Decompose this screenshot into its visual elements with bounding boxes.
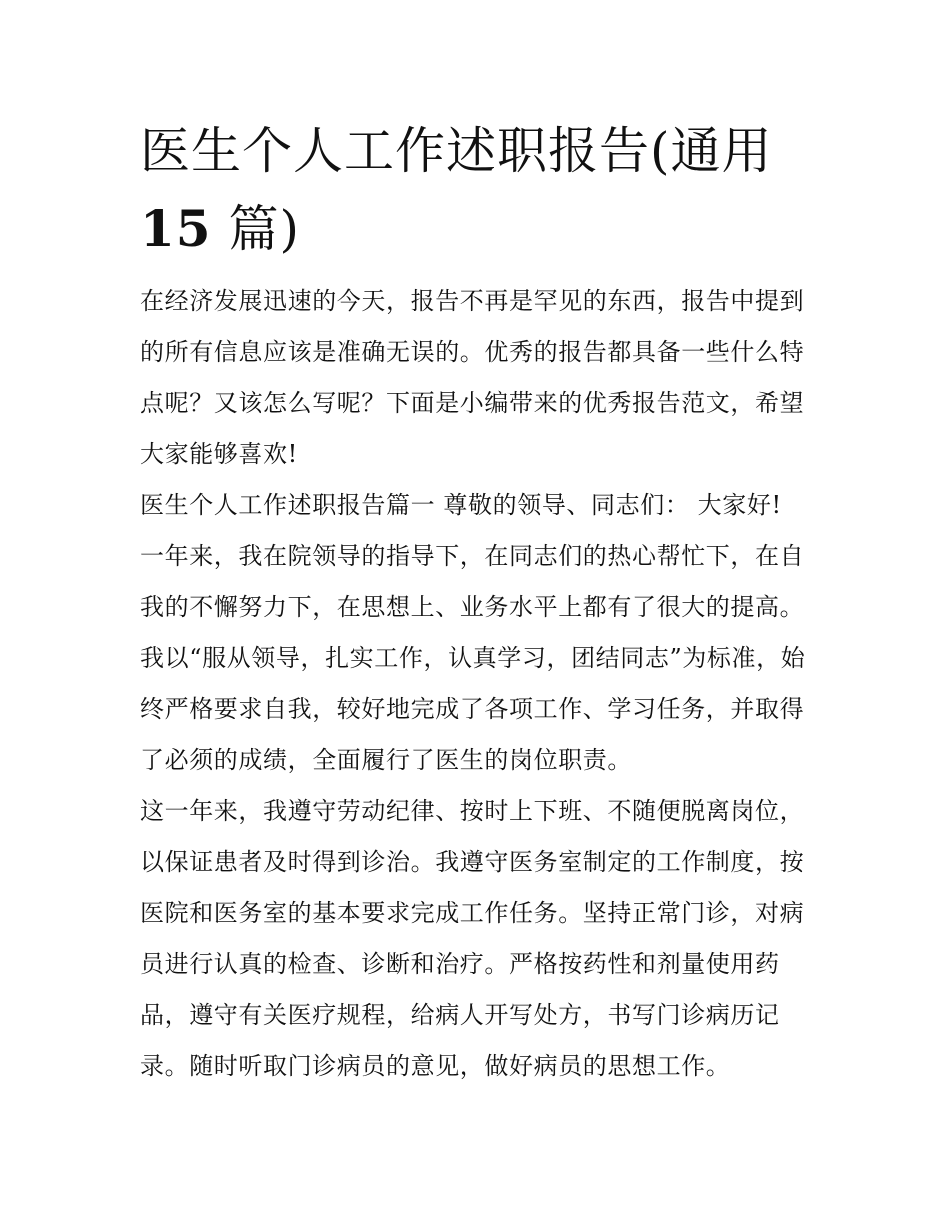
text-line: 的所有信息应该是准确无误的。优秀的报告都具备一些什么特 (140, 338, 805, 366)
text-line: 在经济发展迅速的今天，报告不再是罕见的东西，报告中提到 (140, 287, 805, 315)
title-line-1: 医生个人工作述职报告(通用 (140, 122, 773, 180)
text-line: 医院和医务室的基本要求完成工作任务。坚持正常门诊，对病 (140, 899, 805, 927)
text-line: 我以“服从领导，扎实工作，认真学习，团结同志”为标准，始 (140, 644, 806, 672)
text-line: 一年来，我在院领导的指导下，在同志们的热心帮忙下，在自 (140, 542, 805, 570)
text-line: 医生个人工作述职报告篇一 尊敬的领导、同志们： 大家好! (140, 491, 782, 519)
text-line: 员进行认真的检查、诊断和治疗。严格按药性和剂量使用药 (140, 950, 780, 978)
text-line: 点呢？又该怎么写呢？下面是小编带来的优秀报告范文，希望 (140, 389, 805, 417)
text-line: 大家能够喜欢! (140, 440, 298, 468)
paragraph-summary (140, 531, 820, 786)
document-body (140, 276, 820, 1092)
paragraph-section-heading (140, 480, 820, 531)
text-line: 这一年来，我遵守劳动纪律、按时上下班、不随便脱离岗位， (140, 797, 805, 825)
text-line: 我的不懈努力下，在思想上、业务水平上都有了很大的提高。 (140, 593, 805, 621)
text-line: 了必须的成绩，全面履行了医生的岗位职责。 (140, 746, 632, 774)
paragraph-discipline (140, 786, 820, 1092)
text-line: 终严格要求自我，较好地完成了各项工作、学习任务，并取得 (140, 695, 805, 723)
text-line: 以保证患者及时得到诊治。我遵守医务室制定的工作制度，按 (140, 848, 805, 876)
paragraph-intro (140, 276, 820, 480)
text-line: 品，遵守有关医疗规程，给病人开写处方，书写门诊病历记 (140, 1001, 780, 1029)
title-number: 15 (140, 199, 212, 258)
document-title (140, 112, 820, 268)
text-line: 录。随时听取门诊病员的意见，做好病员的思想工作。 (140, 1052, 731, 1080)
title-line-2 (140, 190, 820, 268)
title-suffix: 篇) (211, 200, 300, 258)
